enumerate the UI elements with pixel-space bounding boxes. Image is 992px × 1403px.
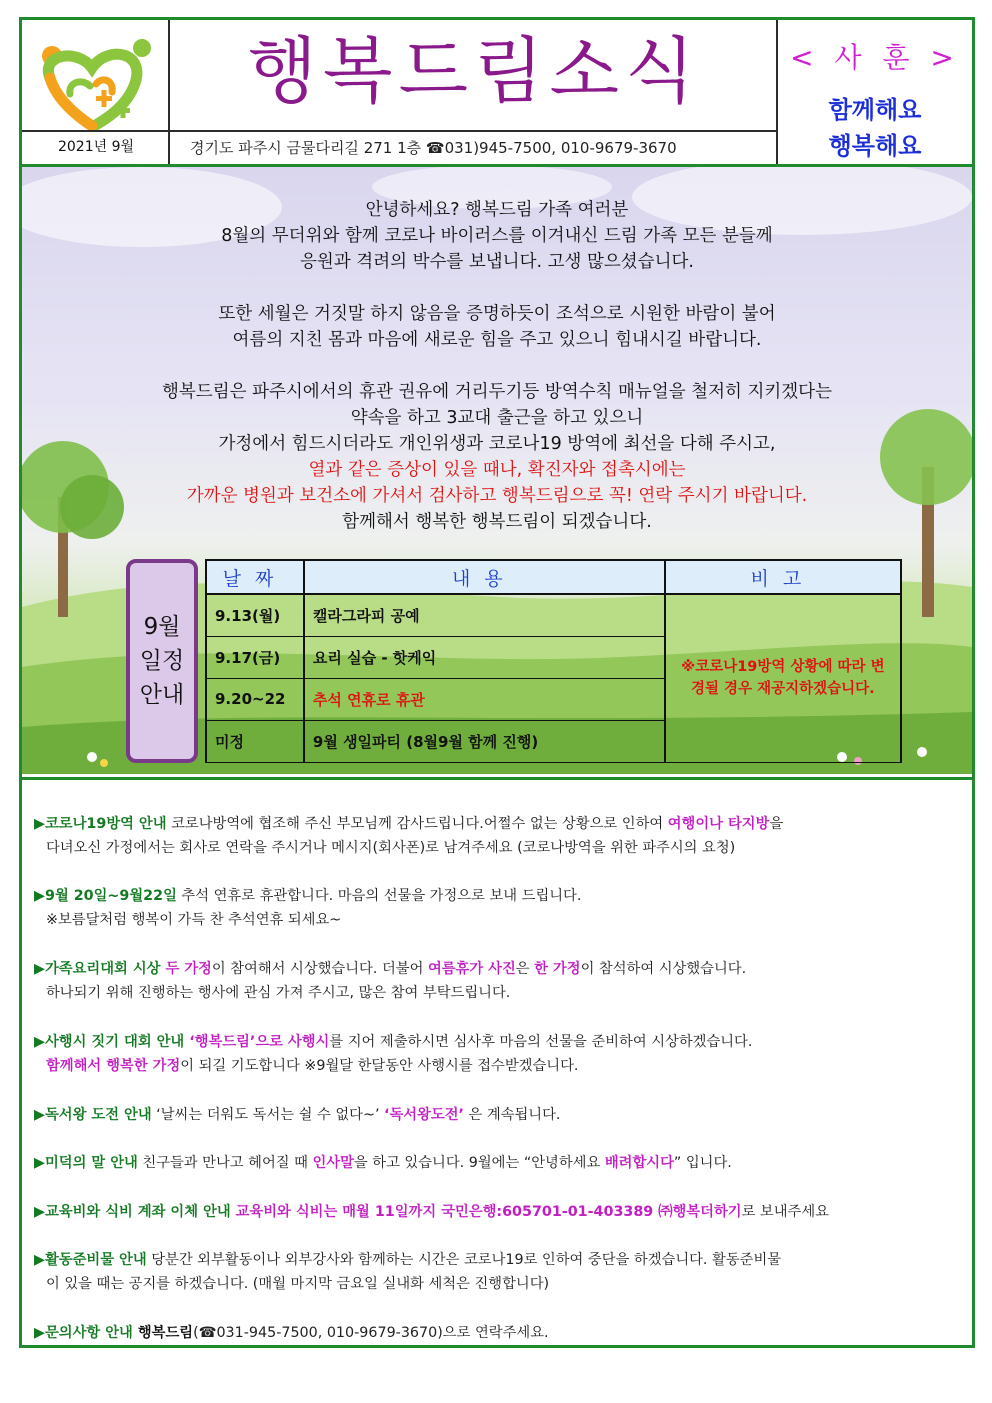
notice-text: 은 bbox=[515, 961, 535, 977]
schedule-content: 캘라그라피 공예 bbox=[304, 594, 665, 636]
notice-highlight: 배려합시다 bbox=[604, 1155, 674, 1171]
greeting-warning-line: 가까운 병원과 보건소에 가셔서 검사하고 행복드림으로 꼭! 연락 주시기 바랍니다. bbox=[186, 486, 808, 506]
notice-highlight: 행복드림 bbox=[132, 1325, 194, 1341]
greeting-line: 행복드림은 파주시에서의 휴관 권유에 거리두기등 방역수칙 매뉴얼을 철저히 지키겠다는 bbox=[162, 382, 832, 402]
header bbox=[22, 20, 972, 167]
notice-item bbox=[34, 957, 964, 1005]
notice-text: ” 입니다. bbox=[673, 1155, 732, 1171]
notice-highlight: 한 가정 bbox=[534, 961, 581, 977]
address: 경기도 파주시 금물다리길 271 1층 ☎031)945-7500, 010-9679-3670 bbox=[190, 139, 677, 157]
schedule-label bbox=[126, 559, 198, 763]
divider bbox=[22, 130, 170, 132]
notice-text: 을 하고 있습니다. 9월에는 “안녕하세요 bbox=[353, 1155, 605, 1171]
notice-text: 다녀오신 가정에서는 회사로 연락을 주시거나 메시지(회사폰)로 남겨주세요 (코로나방역을 위한 파주시의 요청) bbox=[46, 840, 736, 856]
notice-item bbox=[34, 1103, 964, 1127]
header-title-cell bbox=[170, 20, 778, 164]
newsletter-frame bbox=[19, 17, 975, 1348]
schedule-header-date: 날짜 bbox=[206, 560, 304, 594]
notice-item bbox=[34, 1248, 964, 1296]
notice-text: 이 참여해서 시상했습니다. 더불어 bbox=[211, 961, 428, 977]
schedule-table bbox=[205, 559, 902, 763]
notice-text: 친구들과 만나고 헤어질 때 bbox=[137, 1155, 313, 1171]
greeting-line: 가정에서 힘드시더라도 개인위생과 코로나19 방역에 최선을 다해 주시고, bbox=[218, 434, 776, 454]
notice-text: 은 계속됩니다. bbox=[463, 1107, 561, 1123]
notice-text: (☎031-945-7500, 010-9679-3670)으로 연락주세요. bbox=[193, 1325, 549, 1341]
motto-line-2: 행복해요 bbox=[828, 132, 922, 160]
notice-text: 코로나방역에 협조해 주신 부모님께 감사드립니다.어쩔수 없는 상황으로 인하여 bbox=[166, 816, 668, 832]
greeting-banner bbox=[22, 167, 972, 774]
notice-highlight: 교육비와 식비는 매월 11일까지 국민은행:605701-01-403389 ㈜행복더하기 bbox=[230, 1204, 742, 1220]
greeting-warning-line: 열과 같은 증상이 있을 때나, 확진자와 접촉시에는 bbox=[308, 460, 686, 480]
notice-title: ▶독서왕 도전 안내 bbox=[34, 1107, 152, 1123]
motto-title: < 사 훈 > bbox=[790, 41, 960, 74]
header-logo-cell bbox=[22, 20, 170, 164]
schedule-content: 9월 생일파티 (8월9월 함께 진행) bbox=[304, 720, 665, 762]
notice-text: ※보름달처럼 행복이 가득 찬 추석연휴 되세요~ bbox=[46, 912, 342, 928]
greeting-line: 또한 세월은 거짓말 하지 않음을 증명하듯이 조석으로 시원한 바람이 불어 bbox=[218, 304, 776, 324]
notice-title: ▶9월 20일~9월22일 bbox=[34, 888, 177, 904]
notice-text: 로 보내주세요 bbox=[741, 1204, 829, 1220]
issue-date: 2021년 9월 bbox=[57, 139, 135, 155]
schedule-header-note: 비고 bbox=[665, 560, 901, 594]
notice-highlight: 두 가정 bbox=[160, 961, 212, 977]
notice-highlight: 여행이나 타지방 bbox=[667, 816, 770, 832]
schedule-label-line: 안내 bbox=[139, 682, 185, 708]
notice-highlight: 여름휴가 사진 bbox=[427, 961, 516, 977]
notice-title: ▶문의사항 안내 bbox=[34, 1325, 133, 1341]
schedule-date: 9.13(월) bbox=[206, 594, 304, 636]
schedule-date: 9.17(금) bbox=[206, 636, 304, 678]
notice-item bbox=[34, 1321, 964, 1345]
notice-item bbox=[34, 812, 964, 860]
schedule-content: 요리 실습 - 핫케익 bbox=[304, 636, 665, 678]
notice-text: 하나되기 위해 진행하는 행사에 관심 가져 주시고, 많은 참여 부탁드립니다. bbox=[46, 985, 511, 1001]
notice-text: 추석 연휴로 휴관합니다. 마음의 선물을 가정으로 보내 드립니다. bbox=[176, 888, 582, 904]
notice-text: 이 있을 때는 공지를 하겠습니다. (매월 마지막 금요일 실내화 세척은 진행합니다) bbox=[46, 1276, 550, 1292]
greeting-line: 약속을 하고 3교대 출근을 하고 있으니 bbox=[350, 408, 644, 428]
greeting-line: 여름의 지친 몸과 마음에 새로운 힘을 주고 있으니 힘내시길 바랍니다. bbox=[232, 330, 762, 350]
notice-title: ▶교육비와 식비 계좌 이체 안내 bbox=[34, 1204, 231, 1220]
notice-highlight: ‘행복드림’으로 사행시 bbox=[184, 1034, 330, 1050]
notice-text: 당분간 외부활동이나 외부강사와 함께하는 시간은 코로나19로 인하여 중단을 하겠습니다. 활동준비물 bbox=[146, 1252, 782, 1268]
notice-item bbox=[34, 1200, 964, 1224]
notice-text: 이 참석하여 시상했습니다. bbox=[580, 961, 747, 977]
motto-line-1: 함께해요 bbox=[828, 96, 922, 124]
schedule-label-line: 9월 bbox=[143, 614, 181, 640]
greeting-line: 안녕하세요? 행복드림 가족 여러분 bbox=[365, 200, 629, 220]
notice-title: ▶활동준비물 안내 bbox=[34, 1252, 147, 1268]
schedule-header-content: 내용 bbox=[304, 560, 665, 594]
greeting-text bbox=[22, 197, 972, 535]
newsletter-title: 행복드림소식 bbox=[247, 29, 701, 113]
notice-highlight: 함께해서 행복한 가정 bbox=[46, 1058, 181, 1074]
greeting-line: 응원과 격려의 박수를 보냅니다. 고생 많으셨습니다. bbox=[300, 252, 694, 272]
schedule-date: 9.20~22 bbox=[206, 678, 304, 720]
motto-cell bbox=[778, 20, 972, 164]
notice-title: ▶가족요리대회 시상 bbox=[34, 961, 161, 977]
schedule-note: ※코로나19방역 상황에 따라 변경될 경우 재공지하겠습니다. bbox=[665, 594, 901, 762]
schedule-content: 추석 연휴로 휴관 bbox=[304, 678, 665, 720]
notice-title: ▶코로나19방역 안내 bbox=[34, 816, 167, 832]
notice-title: ▶사행시 짓기 대회 안내 bbox=[34, 1034, 185, 1050]
schedule-date: 미정 bbox=[206, 720, 304, 762]
schedule-header-row bbox=[206, 560, 901, 594]
notice-item bbox=[34, 884, 964, 932]
notice-item bbox=[34, 1030, 964, 1078]
schedule-label-line: 일정 bbox=[139, 648, 185, 674]
divider bbox=[170, 130, 778, 132]
notice-highlight: ‘독서왕도전’ bbox=[384, 1107, 464, 1123]
logo-heart-icon bbox=[30, 34, 160, 134]
greeting-line: 8월의 무더위와 함께 코로나 바이러스를 이겨내신 드림 가족 모든 분들께 bbox=[221, 226, 773, 246]
notice-item bbox=[34, 1151, 964, 1175]
notice-text: 를 지어 제출하시면 심사후 마음의 선물을 준비하여 시상하겠습니다. bbox=[329, 1034, 753, 1050]
notice-title: ▶미덕의 말 안내 bbox=[34, 1155, 138, 1171]
greeting-closing: 함께해서 행복한 행복드림이 되겠습니다. bbox=[342, 512, 652, 532]
schedule-row bbox=[206, 594, 901, 636]
notice-text: 을 bbox=[769, 816, 784, 832]
notice-text: 이 되길 기도합니다 ※9월달 한달동안 사행시를 접수받겠습니다. bbox=[180, 1058, 579, 1074]
notice-text: ‘날씨는 더워도 독서는 쉴 수 없다~’ bbox=[151, 1107, 385, 1123]
notices-section bbox=[22, 777, 972, 1341]
notice-highlight: 인사말 bbox=[312, 1155, 354, 1171]
